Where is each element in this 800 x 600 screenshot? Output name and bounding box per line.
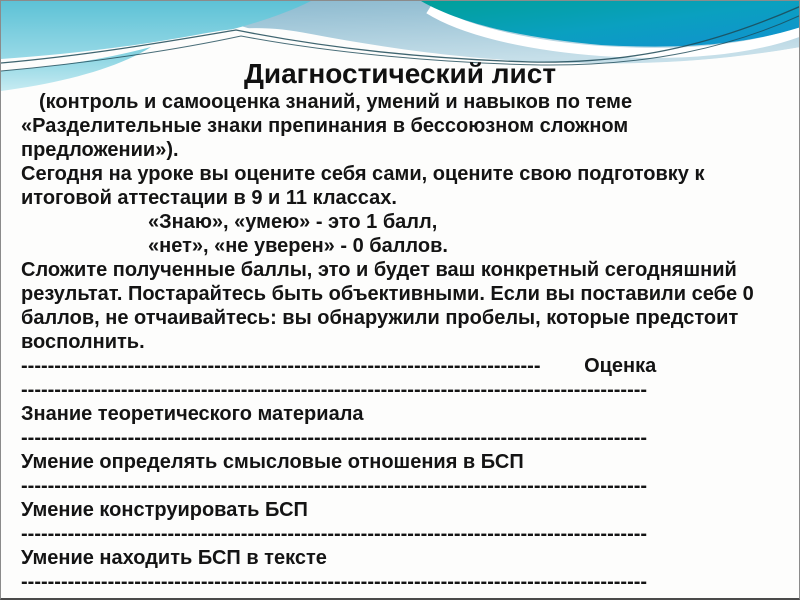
score-label: Оценка bbox=[584, 355, 657, 377]
dashed-divider: ---------------------------------------------------------------------------------------------- bbox=[21, 379, 648, 401]
intro-line-1: (контроль и самооценка знаний, умений и навыков по теме bbox=[39, 91, 633, 113]
score-header-line bbox=[21, 354, 795, 378]
intro-line-9: результат. Постарайтесь быть объективными. Если вы поставили себе 0 bbox=[21, 283, 754, 305]
checklist-item-relations: Умение определять смысловые отношения в БСП bbox=[21, 451, 524, 473]
intro-line-8: Сложите полученные баллы, это и будет ваш конкретный сегодняшний bbox=[21, 259, 737, 281]
slide-title: Диагностический лист bbox=[243, 58, 557, 89]
scoring-rule-line-1: «Знаю», «умею» - это 1 балл, bbox=[148, 211, 438, 233]
checklist-item-find: Умение находить БСП в тексте bbox=[21, 547, 327, 569]
checklist-item-construct: Умение конструировать БСП bbox=[21, 499, 308, 521]
intro-line-4: Сегодня на уроке вы оцените себя сами, оцените свою подготовку к bbox=[21, 163, 705, 185]
checklist-item-theory: Знание теоретического материала bbox=[21, 403, 364, 425]
dashed-divider: ---------------------------------------------------------------------------------------------- bbox=[21, 523, 648, 545]
intro-line-10: баллов, не отчаивайтесь: вы обнаружили пробелы, которые предстоит bbox=[21, 307, 739, 329]
dashed-divider: ---------------------------------------------------------------------------------------------- bbox=[21, 475, 648, 497]
dashed-divider: ---------------------------------------------------------------------------------------------- bbox=[21, 427, 648, 449]
dashed-rule-short: ------------------------------------------------------------------------------ bbox=[21, 355, 541, 377]
scoring-rule-line-2: «нет», «не уверен» - 0 баллов. bbox=[148, 235, 448, 257]
intro-line-3: предложении»). bbox=[21, 139, 179, 161]
intro-line-2: «Разделительные знаки препинания в бессоюзном сложном bbox=[21, 115, 629, 137]
slide-body bbox=[21, 90, 795, 594]
intro-line-5: итоговой аттестации в 9 и 11 классах. bbox=[21, 187, 397, 209]
dashed-divider: ---------------------------------------------------------------------------------------------- bbox=[21, 571, 648, 593]
intro-line-11: восполнить. bbox=[21, 331, 145, 353]
